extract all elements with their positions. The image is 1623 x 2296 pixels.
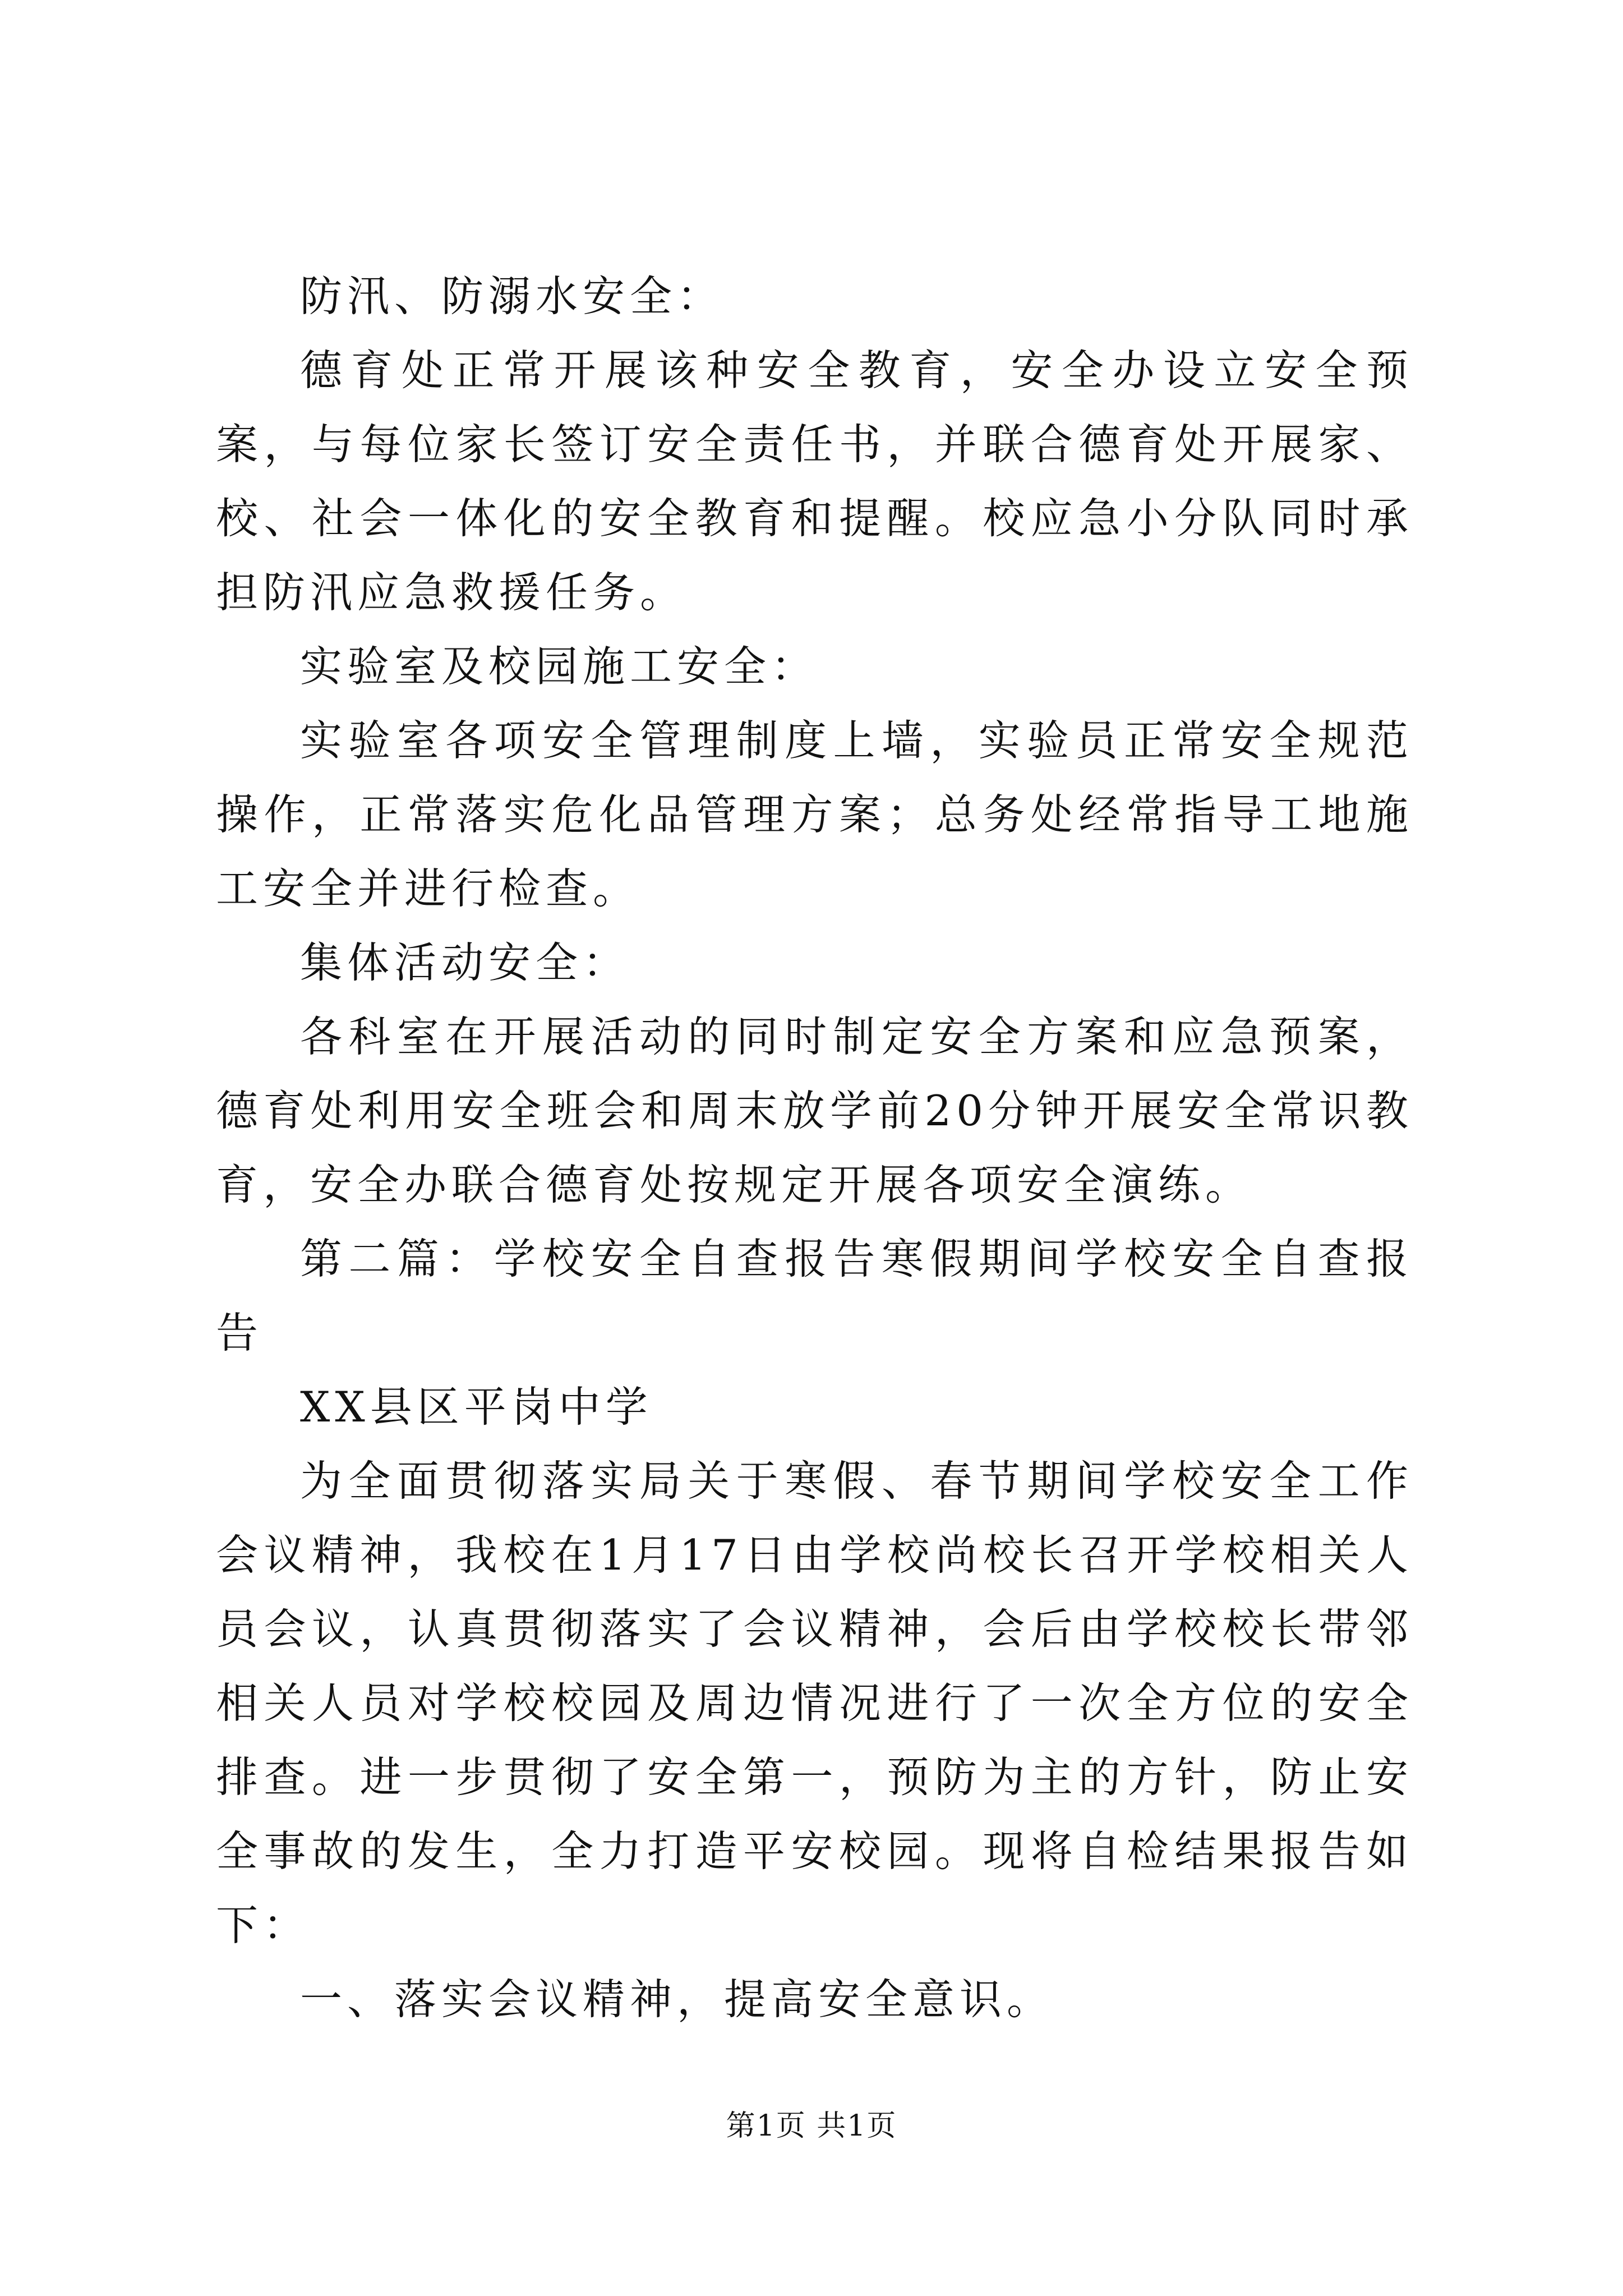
paragraph-flood-safety: 德育处正常开展该种安全教育，安全办设立安全预案，与每位家长签订安全责任书，并联合德育处开展家、校、社会一体化的安全教育和提醒。校应急小分队同时承担防汛应急救援任务。 [216, 346, 1413, 617]
heading-flood-safety: 防汛、防溺水安全： [300, 272, 725, 321]
school-name: XX县区平岗中学 [300, 1382, 653, 1432]
document-body [216, 259, 1413, 2036]
heading-lab-safety: 实验室及校园施工安全： [300, 642, 819, 691]
heading-group-activity-safety: 集体活动安全： [300, 938, 630, 987]
paragraph-report-intro: 为全面贯彻落实局关于寒假、春节期间学校安全工作会议精神，我校在1月17日由学校尚校长召开学校相关人员会议，认真贯彻落实了会议精神，会后由学校校长带邻相关人员对学校校园及周边情况进行了一次全方位的安全排查。进一步贯彻了安全第一，预防为主的方针，防止安全事故的发生，全力打造平安校园。现将自检结果报告如下： [216, 1456, 1413, 1950]
heading-section-one: 一、落实会议精神，提高安全意识。 [300, 1975, 1054, 2024]
paragraph-lab-safety: 实验室各项安全管理制度上墙，实验员正常安全规范操作，正常落实危化品管理方案；总务处经常指导工地施工安全并进行检查。 [216, 716, 1413, 913]
paragraph-group-activity-safety: 各科室在开展活动的同时制定安全方案和应急预案，德育处利用安全班会和周末放学前20分钟开展安全常识教育，安全办联合德育处按规定开展各项安全演练。 [216, 1012, 1413, 1209]
section-title-part-two: 第二篇：学校安全自查报告寒假期间学校安全自查报告 [216, 1234, 1413, 1358]
page-number-footer: 第1页 共1页 [726, 2109, 897, 2143]
